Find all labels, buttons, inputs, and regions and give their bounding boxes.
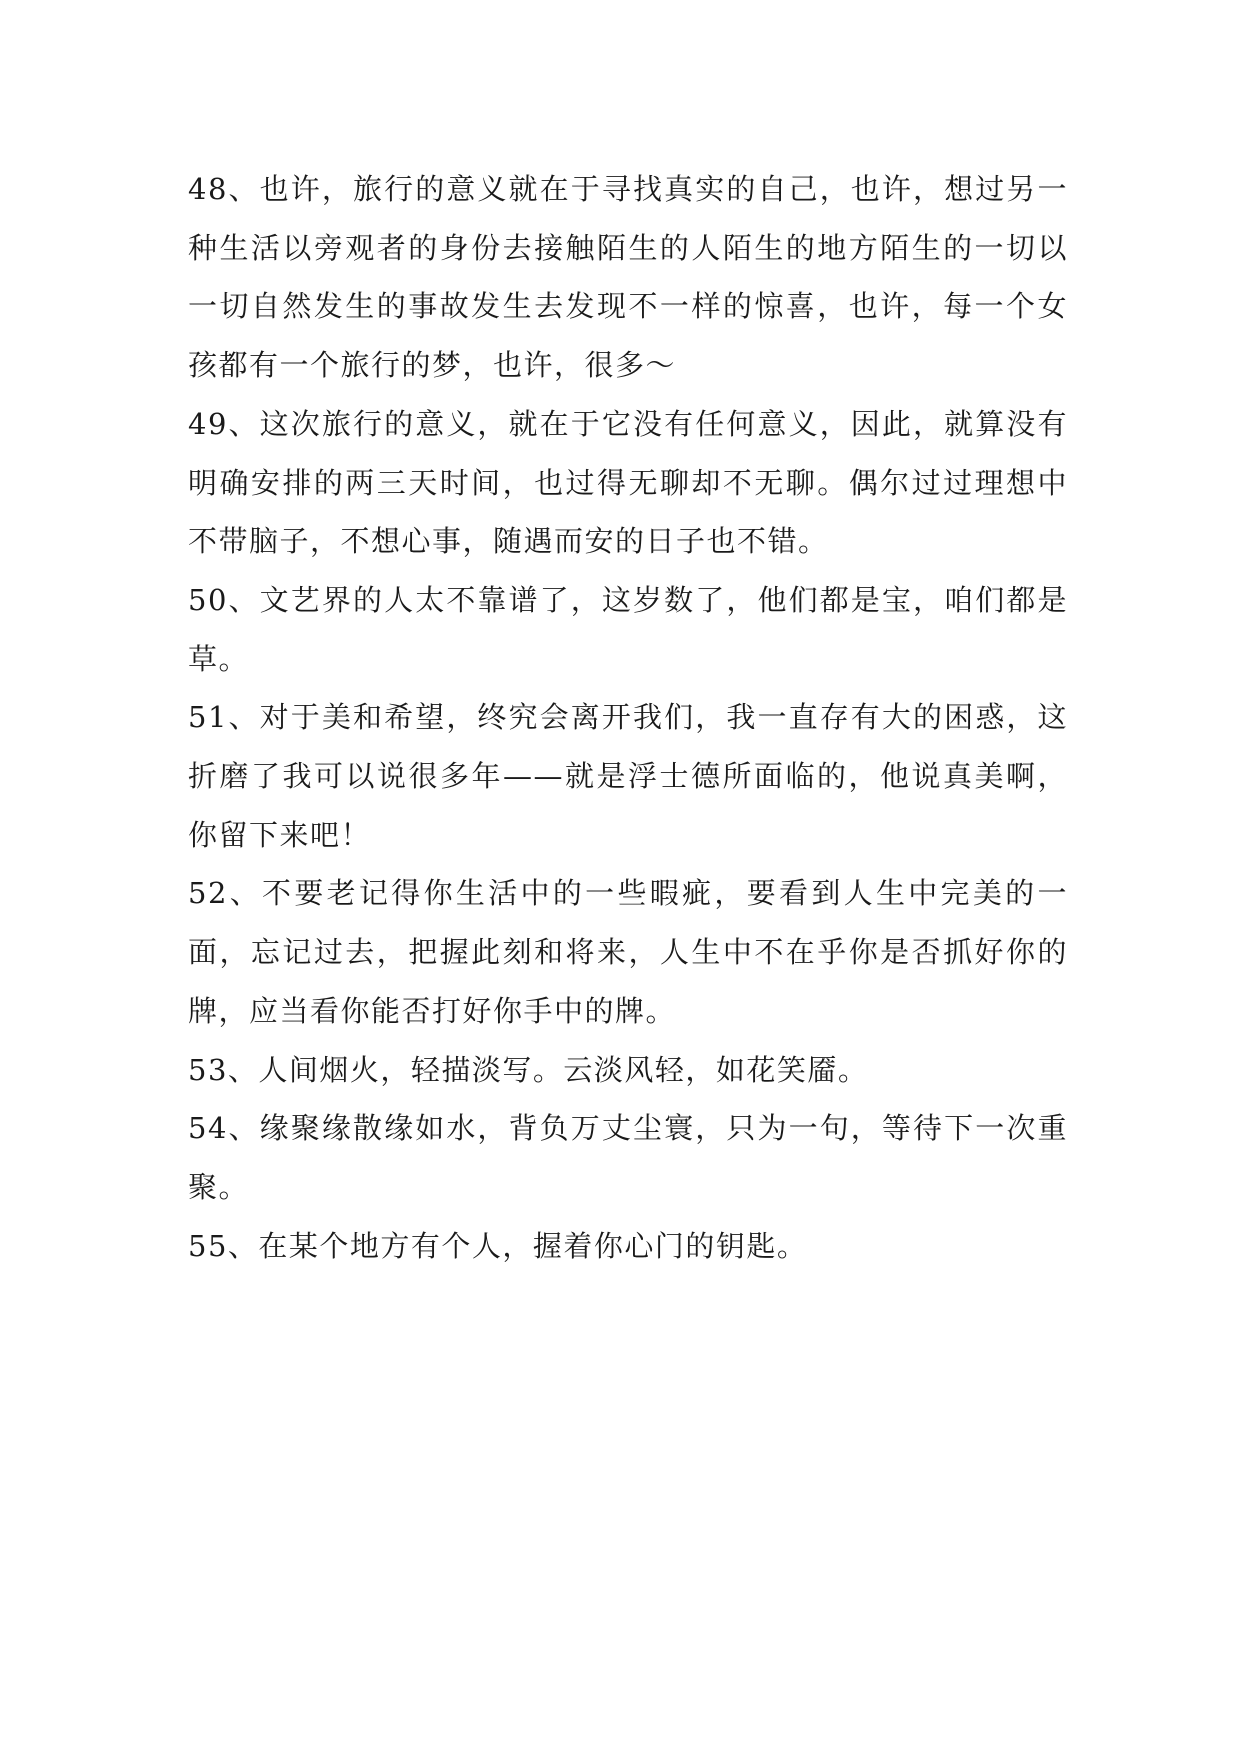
- quote-paragraph-50: 50、文艺界的人太不靠谱了，这岁数了，他们都是宝，咱们都是草。: [188, 582, 1068, 676]
- quote-paragraph-49: 49、这次旅行的意义，就在于它没有任何意义，因此，就算没有明确安排的两三天时间，也过得无聊却不无聊。偶尔过过理想中不带脑子，不想心事，随遇而安的日子也不错。: [188, 406, 1068, 559]
- quote-paragraph-51: 51、对于美和希望，终究会离开我们，我一直存有大的困惑，这折磨了我可以说很多年——就是浮士德所面临的，他说真美啊，你留下来吧！: [188, 700, 1068, 852]
- document-body: [188, 160, 1068, 1275]
- quote-paragraph-54: 54、缘聚缘散缘如水，背负万丈尘寰，只为一句，等待下一次重聚。: [188, 1111, 1068, 1204]
- quote-paragraph-52: 52、不要老记得你生活中的一些暇疵，要看到人生中完美的一面，忘记过去，把握此刻和将来，人生中不在乎你是否抓好你的牌，应当看你能否打好你手中的牌。: [188, 876, 1068, 1028]
- quote-paragraph-53: 53、人间烟火，轻描淡写。云淡风轻，如花笑靥。: [188, 1052, 869, 1087]
- quote-paragraph-55: 55、在某个地方有个人，握着你心门的钥匙。: [188, 1228, 808, 1263]
- quote-paragraph-48: 48、也许，旅行的意义就在于寻找真实的自己，也许，想过另一种生活以旁观者的身份去接触陌生的人陌生的地方陌生的一切以一切自然发生的事故发生去发现不一样的惊喜，也许，每一个女孩都有一个旅行的梦，也许，很多～: [188, 172, 1068, 383]
